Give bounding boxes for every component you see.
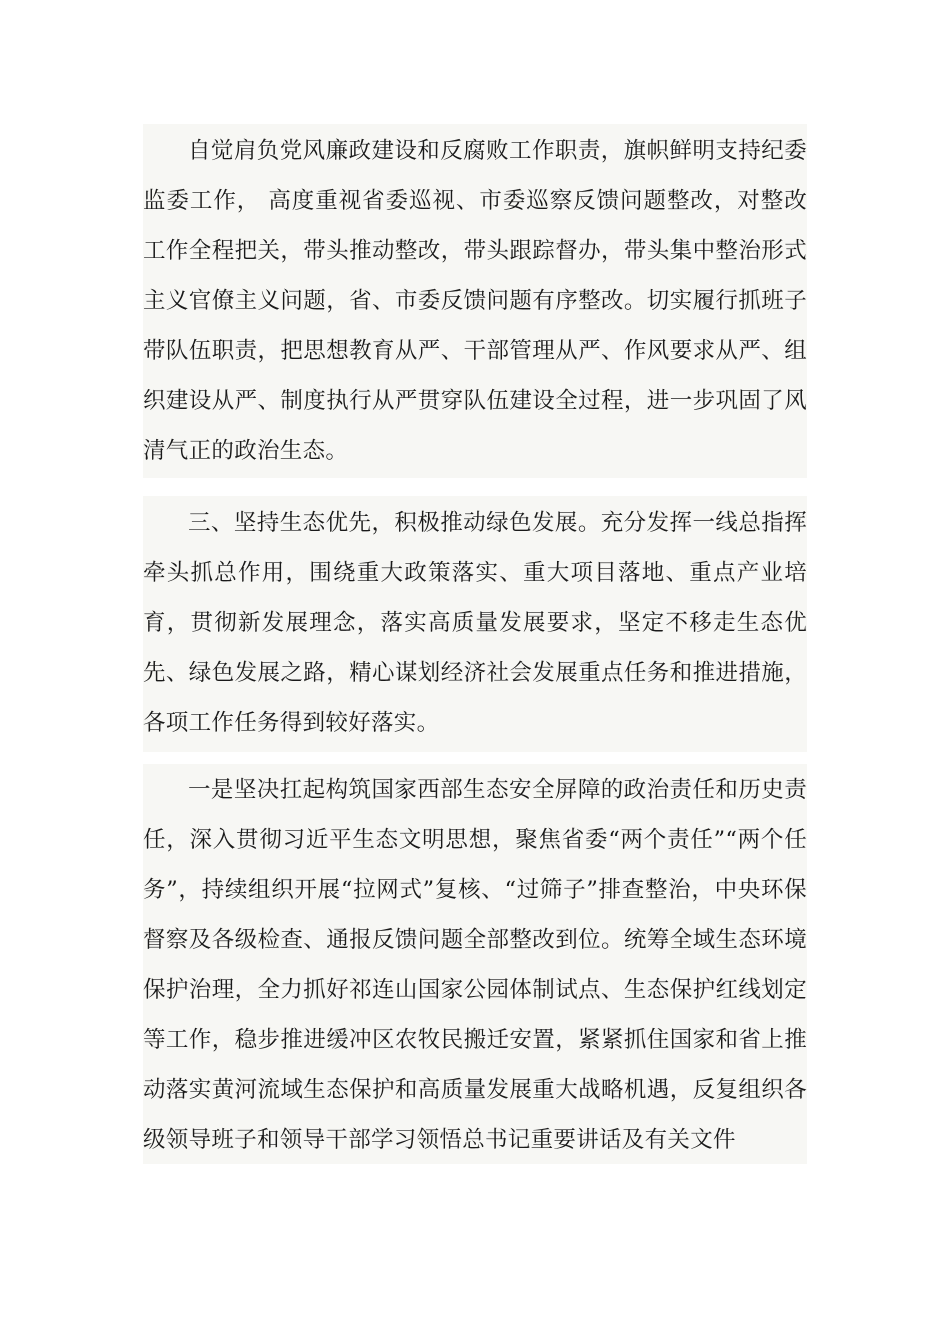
paragraph-section-three-heading: 三、坚持生态优先，积极推动绿色发展。充分发挥一线总指挥牵头抓总作用，围绕重大政策落实、重大项目落地、重点产业培育，贯彻新发展理念，落实高质量发展要求，坚定不移走生态优先、绿色发展之路，精心谋划经济社会发展重点任务和推进措施，各项工作任务得到较好落实。 [143,510,807,736]
paragraph-discipline-responsibility: 自觉肩负党风廉政建设和反腐败工作职责，旗帜鲜明支持纪委监委工作， 高度重视省委巡视、市委巡察反馈问题整改，对整改工作全程把关，带头推动整改，带头跟踪督办，带头集中整治形式主义官僚主义问题，省、市委反馈问题有序整改。切实履行抓班子带队伍职责，把思想教育从严、干部管理从严、作风要求从严、组织建设从严、制度执行从严贯穿队伍建设全过程，进一步巩固了风清气正的政治生态。 [143,138,807,464]
paragraph-block-2 [143,496,807,752]
paragraph-ecological-security: 一是坚决扛起构筑国家西部生态安全屏障的政治责任和历史责任，深入贯彻习近平生态文明思想，聚焦省委“两个责任”“两个任务”，持续组织开展“拉网式”复核、“过筛子”排查整治，中央环保督察及各级检查、通报反馈问题全部整改到位。统筹全域生态环境保护治理，全力抓好祁连山国家公园体制试点、生态保护红线划定等工作，稳步推进缓冲区农牧民搬迁安置，紧紧抓住国家和省上推动落实黄河流域生态保护和高质量发展重大战略机遇，反复组织各级领导班子和领导干部学习领悟总书记重要讲话及有关文件 [143,777,807,1153]
paragraph-block-3 [143,764,807,1164]
paragraph-block-1 [143,124,807,478]
